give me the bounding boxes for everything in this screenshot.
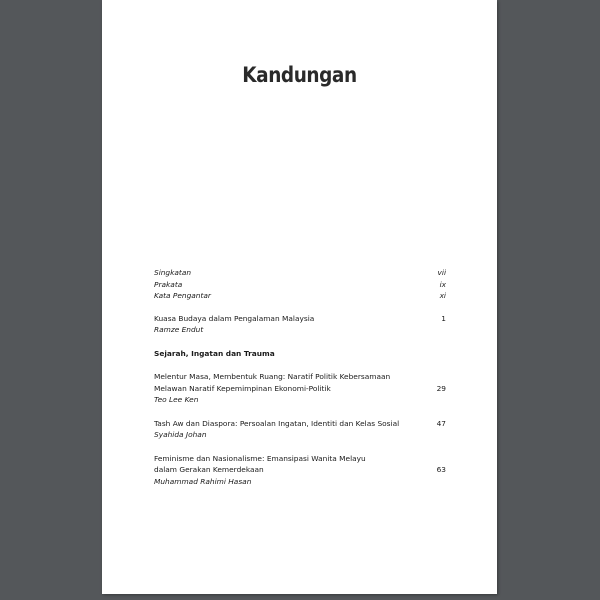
toc-author: Syahida Johan	[154, 430, 207, 439]
toc-entry-chapter-3	[154, 453, 446, 465]
toc-entry-title: Feminisme dan Nasionalisme: Emansipasi Wanita Melayu	[154, 453, 366, 463]
toc-entry-label: Prakata	[154, 279, 183, 289]
toc-entry-label: Kata Pengantar	[154, 291, 211, 300]
toc-entry-chapter-2	[154, 418, 446, 430]
page-title: Kandungan	[242, 63, 357, 87]
toc-entry-author	[154, 429, 446, 441]
toc-entry-title: dalam Gerakan Kemerdekaan	[154, 465, 264, 474]
toc-entry-singkatan	[154, 267, 446, 279]
toc-entry-chapter-1-line2	[154, 383, 446, 395]
toc-entry-title: Kuasa Budaya dalam Pengalaman Malaysia	[154, 313, 315, 323]
toc-author: Teo Lee Ken	[154, 395, 199, 404]
toc-entry-page: 1	[441, 313, 446, 323]
section-heading	[154, 348, 446, 360]
toc-entry-title: Melentur Masa, Membentuk Ruang: Naratif Politik Kebersamaan	[154, 372, 391, 381]
toc-entry-label: Singkatan	[154, 268, 192, 277]
toc-entry-title: Melawan Naratif Kepemimpinan Ekonomi-Politik	[154, 383, 331, 393]
toc-entry-chapter-1	[154, 371, 446, 383]
toc-entry-prakata	[154, 279, 446, 291]
toc-entry-chapter-3-line2	[154, 464, 446, 476]
section-heading-label: Sejarah, Ingatan dan Trauma	[154, 348, 275, 358]
toc-author: Ramze Endut	[154, 325, 204, 334]
toc-entry-page: 47	[436, 418, 446, 428]
table-of-contents	[154, 267, 446, 487]
toc-entry-kata-pengantar	[154, 290, 446, 302]
toc-entry-intro	[154, 313, 446, 325]
toc-entry-author	[154, 394, 446, 406]
toc-entry-page: xi	[439, 291, 446, 300]
toc-author: Muhammad Rahimi Hasan	[154, 476, 252, 486]
toc-entry-page: vii	[437, 268, 446, 277]
document-page	[102, 0, 497, 594]
toc-entry-author	[154, 324, 446, 336]
toc-entry-author	[154, 476, 446, 488]
toc-entry-page: 29	[436, 383, 446, 393]
toc-entry-title: Tash Aw dan Diaspora: Persoalan Ingatan, Identiti dan Kelas Sosial	[154, 418, 400, 428]
toc-entry-page: ix	[439, 279, 446, 289]
toc-entry-page: 63	[436, 465, 446, 474]
